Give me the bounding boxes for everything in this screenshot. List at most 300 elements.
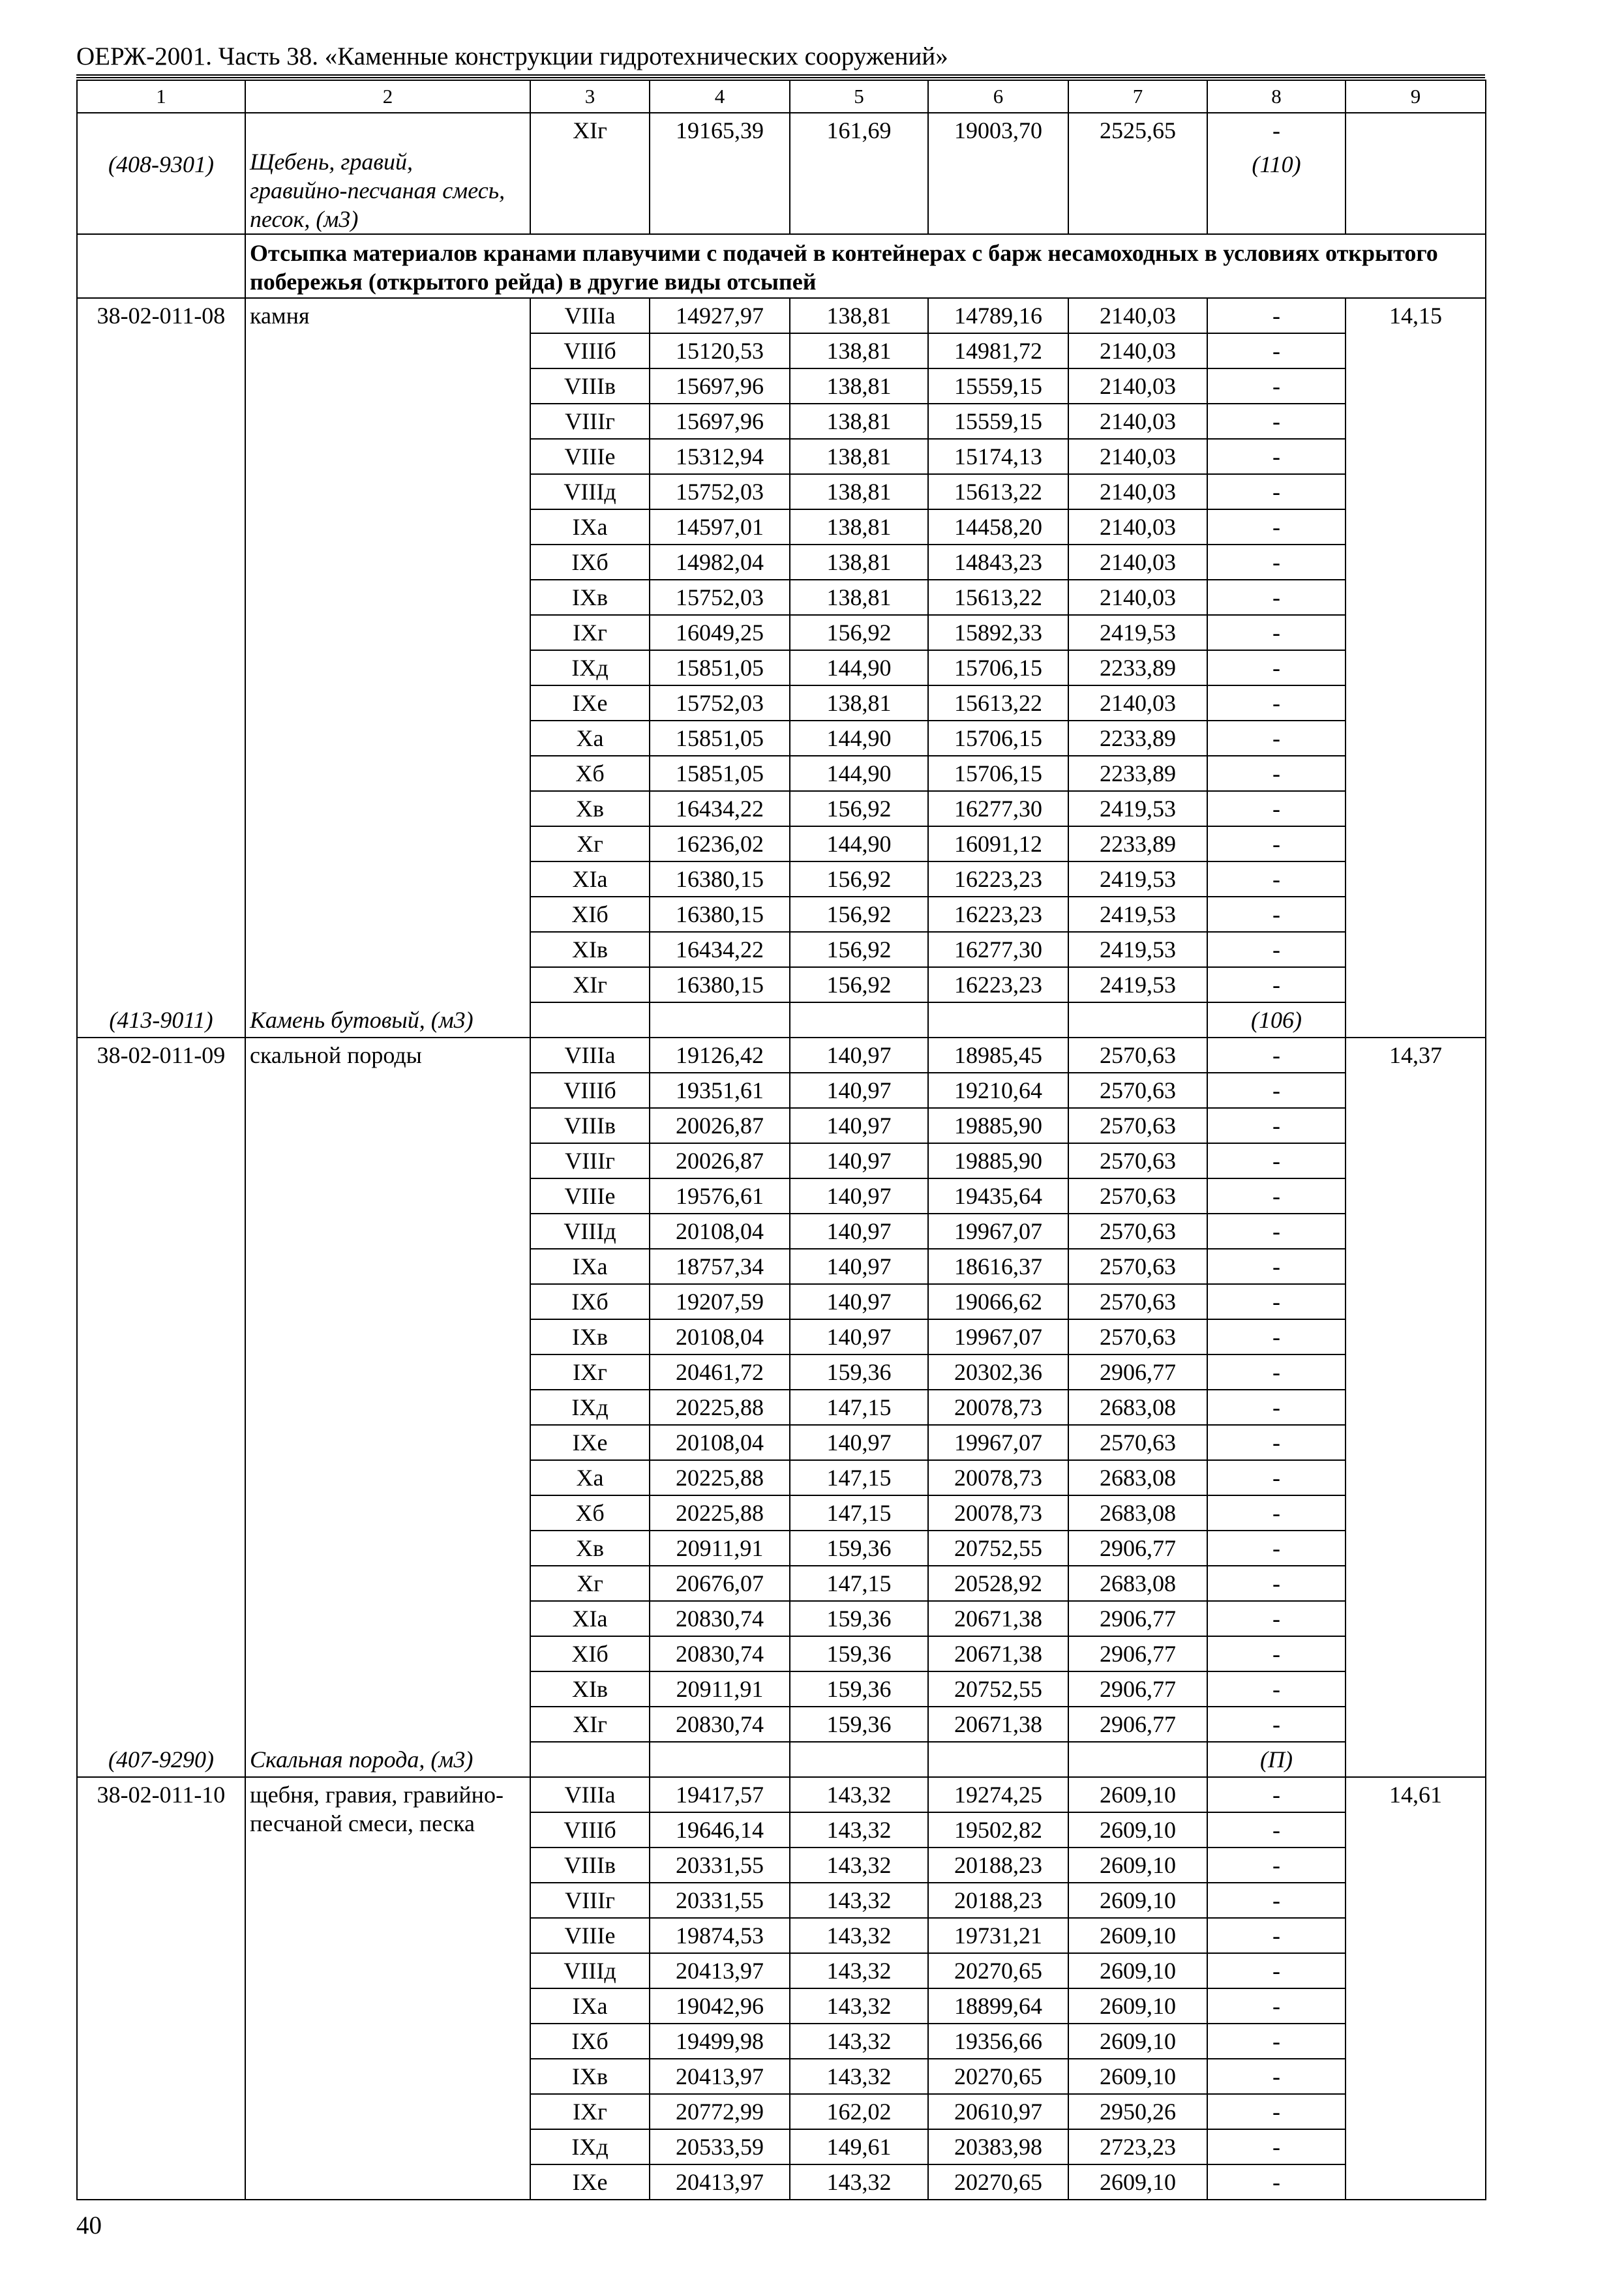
value-cell: 2570,63 <box>1068 1214 1207 1249</box>
zone-cell: IXв <box>530 2059 650 2094</box>
value-cell: 19351,61 <box>650 1073 790 1108</box>
resource-code: (407-9290) <box>108 1746 214 1773</box>
value-cell: 15706,15 <box>928 756 1068 791</box>
value-cell: 14597,01 <box>650 509 790 545</box>
value-cell: 20528,92 <box>928 1566 1068 1601</box>
value-cell: 20752,55 <box>928 1531 1068 1566</box>
value-cell: 138,81 <box>790 685 928 721</box>
value-cell: 2609,10 <box>1068 2164 1207 2200</box>
value-cell: 143,32 <box>790 1988 928 2024</box>
value-cell: - <box>1207 1249 1346 1284</box>
value-cell: - <box>1207 1636 1346 1671</box>
value-cell: 20671,38 <box>928 1707 1068 1742</box>
value-cell: 16434,22 <box>650 932 790 967</box>
value-cell: - <box>1207 580 1346 615</box>
zone-cell: IXг <box>530 2094 650 2129</box>
value-cell: 20302,36 <box>928 1354 1068 1390</box>
page-number: 40 <box>76 2211 102 2239</box>
value-cell: 156,92 <box>790 967 928 1002</box>
value-cell: 19885,90 <box>928 1143 1068 1178</box>
value-cell: 2609,10 <box>1068 1988 1207 2024</box>
value-cell: 20188,23 <box>928 1848 1068 1883</box>
work-name-cell <box>245 1777 530 2200</box>
zone-cell: IXд <box>530 1390 650 1425</box>
value-cell: 159,36 <box>790 1601 928 1636</box>
value-cell: 159,36 <box>790 1707 928 1742</box>
value-cell: 20026,87 <box>650 1108 790 1143</box>
value-cell: - <box>1207 1883 1346 1918</box>
value-cell: 16277,30 <box>928 791 1068 826</box>
value-cell: 138,81 <box>790 368 928 404</box>
value-cell: 20830,74 <box>650 1707 790 1742</box>
value-cell: - <box>1207 897 1346 932</box>
value-cell: 138,81 <box>790 545 928 580</box>
value-cell: 140,97 <box>790 1108 928 1143</box>
zone-cell: Xб <box>530 756 650 791</box>
value-cell: - <box>1207 2164 1346 2200</box>
zone-cell: XIа <box>530 861 650 897</box>
zone-cell: IXв <box>530 580 650 615</box>
value-cell: 159,36 <box>790 1636 928 1671</box>
column-number: 8 <box>1207 80 1346 113</box>
value-cell: 15174,13 <box>928 439 1068 474</box>
value-cell: 19967,07 <box>928 1319 1068 1354</box>
value-cell: 2233,89 <box>1068 650 1207 685</box>
value-cell: 2570,63 <box>1068 1108 1207 1143</box>
resource-code-cell <box>77 113 245 234</box>
value-cell: 2570,63 <box>1068 1249 1207 1284</box>
value-cell: 140,97 <box>790 1073 928 1108</box>
value-cell: 143,32 <box>790 2024 928 2059</box>
value-cell: 138,81 <box>790 333 928 368</box>
zone-cell: Xб <box>530 1495 650 1531</box>
value-cell: 143,32 <box>790 1812 928 1848</box>
value-cell: 2233,89 <box>1068 721 1207 756</box>
value-cell: - <box>1207 756 1346 791</box>
zone-cell: IXб <box>530 1284 650 1319</box>
value-cell: - <box>1207 1390 1346 1425</box>
value-cell: 20331,55 <box>650 1848 790 1883</box>
value-cell: 19126,42 <box>650 1038 790 1073</box>
value-cell: 20911,91 <box>650 1531 790 1566</box>
value-cell: 140,97 <box>790 1425 928 1460</box>
value-cell: 156,92 <box>790 932 928 967</box>
zone-cell: IXд <box>530 2129 650 2164</box>
value-cell: 138,81 <box>790 439 928 474</box>
zone-cell: VIIIд <box>530 474 650 509</box>
value-cell: 2140,03 <box>1068 580 1207 615</box>
value-cell: 20270,65 <box>928 1953 1068 1988</box>
resource-name-line: песок, (м3) <box>250 206 359 232</box>
zone-cell: Xг <box>530 826 650 861</box>
zone-cell: VIIIа <box>530 1777 650 1812</box>
zone-cell: VIIIа <box>530 1038 650 1073</box>
value-cell: 147,15 <box>790 1566 928 1601</box>
value-cell: 2570,63 <box>1068 1038 1207 1073</box>
value-cell: 20830,74 <box>650 1636 790 1671</box>
labor-cost-cell: 14,15 <box>1346 298 1486 1038</box>
zone-cell: IXе <box>530 1425 650 1460</box>
value-cell: - <box>1207 826 1346 861</box>
zone-cell: XIа <box>530 1601 650 1636</box>
empty-cell <box>650 1002 790 1038</box>
value-cell: 2140,03 <box>1068 404 1207 439</box>
zone-cell: IXе <box>530 685 650 721</box>
value-cell: 159,36 <box>790 1671 928 1707</box>
value-cell: 2609,10 <box>1068 1953 1207 1988</box>
value-cell: 2140,03 <box>1068 685 1207 721</box>
resource-name: Камень бутовый, (м3) <box>250 1007 474 1033</box>
value-cell: 20676,07 <box>650 1566 790 1601</box>
value-cell: 14982,04 <box>650 545 790 580</box>
value-cell: 2419,53 <box>1068 861 1207 897</box>
value-cell: - <box>1207 1425 1346 1460</box>
zone-cell: IXа <box>530 1249 650 1284</box>
zone-cell: IXд <box>530 650 650 685</box>
value-cell: 2609,10 <box>1068 1883 1207 1918</box>
value-cell: 20671,38 <box>928 1636 1068 1671</box>
value-cell: - <box>1207 1108 1346 1143</box>
value-cell: 18985,45 <box>928 1038 1068 1073</box>
work-name-line: скальной породы <box>250 1042 422 1068</box>
value-cell: 2419,53 <box>1068 967 1207 1002</box>
value-cell: 2419,53 <box>1068 615 1207 650</box>
value-cell: 20026,87 <box>650 1143 790 1178</box>
zone-cell: XIв <box>530 1671 650 1707</box>
zone-cell: VIIIг <box>530 1143 650 1178</box>
value-cell: - <box>1207 861 1346 897</box>
value-cell: 19066,62 <box>928 1284 1068 1319</box>
value-cell: 14843,23 <box>928 545 1068 580</box>
value-cell: 16223,23 <box>928 897 1068 932</box>
zone-cell: IXа <box>530 1988 650 2024</box>
work-name-line: щебня, гравия, гравийно- <box>250 1782 504 1808</box>
value-cell: 19207,59 <box>650 1284 790 1319</box>
value-cell: 20225,88 <box>650 1460 790 1495</box>
value-cell: - <box>1207 967 1346 1002</box>
value-cell: 138,81 <box>790 509 928 545</box>
value-cell: 15752,03 <box>650 685 790 721</box>
column-number-row <box>77 80 1486 113</box>
column-number: 2 <box>245 80 530 113</box>
value-cell: 20188,23 <box>928 1883 1068 1918</box>
value-cell: 15697,96 <box>650 404 790 439</box>
value-cell: 19731,21 <box>928 1918 1068 1953</box>
value-cell: - <box>1207 1073 1346 1108</box>
value-cell: 15312,94 <box>650 439 790 474</box>
table-row <box>77 1038 1486 1073</box>
value-cell: 2609,10 <box>1068 1812 1207 1848</box>
value-cell: 2140,03 <box>1068 333 1207 368</box>
dash-value: - <box>1272 117 1280 143</box>
value-cell: 15892,33 <box>928 615 1068 650</box>
table-row <box>77 1777 1486 1812</box>
value-cell: 2140,03 <box>1068 509 1207 545</box>
labor-cost-cell: 14,37 <box>1346 1038 1486 1777</box>
value-cell: 20078,73 <box>928 1390 1068 1425</box>
value-cell: 162,02 <box>790 2094 928 2129</box>
value-cell: - <box>1207 1812 1346 1848</box>
value-cell: - <box>1207 1601 1346 1636</box>
zone-cell: VIIIг <box>530 404 650 439</box>
value-cell: 144,90 <box>790 650 928 685</box>
value-cell: - <box>1207 1566 1346 1601</box>
value-cell: 19646,14 <box>650 1812 790 1848</box>
value-cell: 15706,15 <box>928 721 1068 756</box>
value-cell: 19042,96 <box>650 1988 790 2024</box>
value-cell: 15120,53 <box>650 333 790 368</box>
zone-cell: IXв <box>530 1319 650 1354</box>
value-cell: - <box>1207 1918 1346 1953</box>
page-header: ОЕРЖ-2001. Часть 38. «Каменные конструкции гидротехнических сооружений» <box>76 42 948 70</box>
value-cell: 16380,15 <box>650 967 790 1002</box>
column-number: 9 <box>1346 80 1486 113</box>
empty-cell <box>928 1742 1068 1777</box>
value-cell: 2683,08 <box>1068 1495 1207 1531</box>
zone-cell: VIIIд <box>530 1953 650 1988</box>
value-cell: 20331,55 <box>650 1883 790 1918</box>
value-cell: 2906,77 <box>1068 1671 1207 1707</box>
value-cell: 20772,99 <box>650 2094 790 2129</box>
value-cell: 2419,53 <box>1068 791 1207 826</box>
value-cell: 2140,03 <box>1068 368 1207 404</box>
value-cell: 156,92 <box>790 791 928 826</box>
zone-cell: Xв <box>530 1531 650 1566</box>
value-cell: 156,92 <box>790 615 928 650</box>
value-cell: 15697,96 <box>650 368 790 404</box>
value-cell: 138,81 <box>790 474 928 509</box>
value-cell: - <box>1207 439 1346 474</box>
zone-cell: Xа <box>530 1460 650 1495</box>
value-cell: 2609,10 <box>1068 2059 1207 2094</box>
labor-cost-cell: 14,61 <box>1346 1777 1486 2200</box>
value-cell: 159,36 <box>790 1354 928 1390</box>
zone-cell: VIIIб <box>530 333 650 368</box>
value-cell: 20108,04 <box>650 1425 790 1460</box>
resource-name: Скальная порода, (м3) <box>250 1746 474 1773</box>
value-cell: - <box>1207 545 1346 580</box>
value-cell: 2140,03 <box>1068 439 1207 474</box>
value-cell: - <box>1207 1178 1346 1214</box>
value-cell: 2419,53 <box>1068 932 1207 967</box>
value-cell: 19885,90 <box>928 1108 1068 1143</box>
value-cell: - <box>1207 368 1346 404</box>
zone-cell: IXг <box>530 1354 650 1390</box>
rate-code-cell <box>77 1777 245 2200</box>
value-cell: - <box>1207 932 1346 967</box>
resource-quantity-note: (110) <box>1252 151 1301 177</box>
section-title-empty-cell <box>77 234 245 298</box>
value-cell: - <box>1207 615 1346 650</box>
empty-cell <box>790 1742 928 1777</box>
value-cell: 16380,15 <box>650 861 790 897</box>
value-cell: - <box>1207 1988 1346 2024</box>
value-cell: 143,32 <box>790 2059 928 2094</box>
value-cell: 15851,05 <box>650 721 790 756</box>
column-number: 5 <box>790 80 928 113</box>
value-cell: - <box>1207 1319 1346 1354</box>
zone-cell: VIIIв <box>530 1108 650 1143</box>
value-cell: 2140,03 <box>1068 545 1207 580</box>
resource-code: (408-9301) <box>108 151 214 177</box>
value-cell: 140,97 <box>790 1249 928 1284</box>
work-name-line: песчаной смеси, песка <box>250 1810 475 1836</box>
value-cell: 2570,63 <box>1068 1073 1207 1108</box>
value-cell: 20108,04 <box>650 1319 790 1354</box>
value-cell: 19502,82 <box>928 1812 1068 1848</box>
value-cell: 15752,03 <box>650 580 790 615</box>
zone-cell: IXб <box>530 545 650 580</box>
resource-name-cell <box>245 113 530 234</box>
continuation-block <box>77 113 1486 234</box>
zone-cell: VIIIв <box>530 368 650 404</box>
value-cell: 2140,03 <box>1068 474 1207 509</box>
column-number: 7 <box>1068 80 1207 113</box>
value-cell: 20830,74 <box>650 1601 790 1636</box>
resource-code: (413-9011) <box>109 1007 213 1033</box>
value-cell: - <box>1207 1038 1346 1073</box>
value-cell: - <box>1207 1460 1346 1495</box>
value-cell: 2609,10 <box>1068 1777 1207 1812</box>
value-cell: 15559,15 <box>928 404 1068 439</box>
empty-cell <box>790 1002 928 1038</box>
zone-cell: VIIIв <box>530 1848 650 1883</box>
value-cell: 156,92 <box>790 861 928 897</box>
value-cell: 15851,05 <box>650 650 790 685</box>
zone-cell: IXб <box>530 2024 650 2059</box>
resource-name-line: гравийно-песчаная смесь, <box>250 177 505 203</box>
value-cell: - <box>1207 2094 1346 2129</box>
empty-cell <box>928 1002 1068 1038</box>
value-cell: - <box>1207 791 1346 826</box>
rates-table <box>76 80 1486 2200</box>
value-cell: 19967,07 <box>928 1425 1068 1460</box>
column-number: 6 <box>928 80 1068 113</box>
value-cell: 19003,70 <box>928 113 1068 234</box>
value-cell: - <box>1207 509 1346 545</box>
value-cell: 19165,39 <box>650 113 790 234</box>
value-cell: 16434,22 <box>650 791 790 826</box>
value-cell: 2233,89 <box>1068 826 1207 861</box>
value-cell: 18899,64 <box>928 1988 1068 2024</box>
work-name-line: камня <box>250 303 310 329</box>
value-cell: 2570,63 <box>1068 1284 1207 1319</box>
value-cell: 19435,64 <box>928 1178 1068 1214</box>
rate-code: 38-02-011-10 <box>97 1782 226 1808</box>
value-cell: 16223,23 <box>928 967 1068 1002</box>
zone-cell: VIIIе <box>530 1178 650 1214</box>
value-cell: 140,97 <box>790 1319 928 1354</box>
value-cell: 2609,10 <box>1068 2024 1207 2059</box>
value-cell: 20911,91 <box>650 1671 790 1707</box>
empty-cell <box>1068 1742 1207 1777</box>
value-cell: 147,15 <box>790 1390 928 1425</box>
zone-cell: XIв <box>530 932 650 967</box>
value-cell: - <box>1207 1284 1346 1319</box>
zone-cell: VIIIд <box>530 1214 650 1249</box>
value-cell: - <box>1207 1143 1346 1178</box>
value-cell: 20413,97 <box>650 2164 790 2200</box>
value-cell: 2419,53 <box>1068 897 1207 932</box>
value-cell: 144,90 <box>790 721 928 756</box>
value-cell: 2906,77 <box>1068 1601 1207 1636</box>
zone-cell: VIIIг <box>530 1883 650 1918</box>
value-cell: 138,81 <box>790 298 928 333</box>
value-cell: 20078,73 <box>928 1460 1068 1495</box>
value-cell: - <box>1207 333 1346 368</box>
header-rule <box>76 74 1485 78</box>
empty-cell <box>530 1002 650 1038</box>
resource-name-line: Щебень, гравий, <box>250 149 414 175</box>
value-cell: 138,81 <box>790 580 928 615</box>
resource-quantity-note: (106) <box>1207 1002 1346 1038</box>
value-cell: 2906,77 <box>1068 1354 1207 1390</box>
rate-code: 38-02-011-08 <box>97 303 226 329</box>
value-cell: 2906,77 <box>1068 1531 1207 1566</box>
value-cell: 20533,59 <box>650 2129 790 2164</box>
value-cell: - <box>1207 1495 1346 1531</box>
value-cell: 2570,63 <box>1068 1178 1207 1214</box>
value-cell: 2683,08 <box>1068 1460 1207 1495</box>
value-cell: 20225,88 <box>650 1495 790 1531</box>
value-cell: 16236,02 <box>650 826 790 861</box>
value-cell: - <box>1207 721 1346 756</box>
work-name-cell <box>245 1038 530 1777</box>
zone-cell: XIб <box>530 1636 650 1671</box>
value-cell: 15851,05 <box>650 756 790 791</box>
value-cell: 19210,64 <box>928 1073 1068 1108</box>
value-cell: 16277,30 <box>928 932 1068 967</box>
value-cell: 14458,20 <box>928 509 1068 545</box>
value-cell: 143,32 <box>790 1848 928 1883</box>
value-cell: 15613,22 <box>928 580 1068 615</box>
value-cell: 15613,22 <box>928 474 1068 509</box>
value-cell: 149,61 <box>790 2129 928 2164</box>
value-cell: 2723,23 <box>1068 2129 1207 2164</box>
table-row <box>77 298 1486 333</box>
value-cell: 20108,04 <box>650 1214 790 1249</box>
zone-cell: XIг <box>530 1707 650 1742</box>
value-cell: 18616,37 <box>928 1249 1068 1284</box>
value-cell: 147,15 <box>790 1495 928 1531</box>
section-title: Отсыпка материалов кранами плавучими с подачей в контейнерах с барж несамоходных в условиях открытого побережья (открытого рейда) в другие виды отсыпей <box>245 234 1486 298</box>
value-cell: 18757,34 <box>650 1249 790 1284</box>
zone-cell: VIIIб <box>530 1812 650 1848</box>
value-cell: 19356,66 <box>928 2024 1068 2059</box>
value-cell: 19417,57 <box>650 1777 790 1812</box>
value-cell: - <box>1207 1531 1346 1566</box>
value-cell: - <box>1207 1354 1346 1390</box>
value-cell: 2233,89 <box>1068 756 1207 791</box>
value-cell: 140,97 <box>790 1214 928 1249</box>
column-number: 1 <box>77 80 245 113</box>
value-cell: 2683,08 <box>1068 1566 1207 1601</box>
value-cell: 2570,63 <box>1068 1319 1207 1354</box>
empty-cell <box>1068 1002 1207 1038</box>
value-cell: 20413,97 <box>650 1953 790 1988</box>
empty-cell <box>530 1742 650 1777</box>
value-cell: - <box>1207 404 1346 439</box>
value-cell: 2570,63 <box>1068 1143 1207 1178</box>
value-cell: 15706,15 <box>928 650 1068 685</box>
value-cell: 20383,98 <box>928 2129 1068 2164</box>
value-cell: 143,32 <box>790 1953 928 1988</box>
value-cell: 143,32 <box>790 1918 928 1953</box>
value-cell: - <box>1207 1953 1346 1988</box>
value-cell: 20078,73 <box>928 1495 1068 1531</box>
value-cell: 20270,65 <box>928 2164 1068 2200</box>
value-cell: 19499,98 <box>650 2024 790 2059</box>
